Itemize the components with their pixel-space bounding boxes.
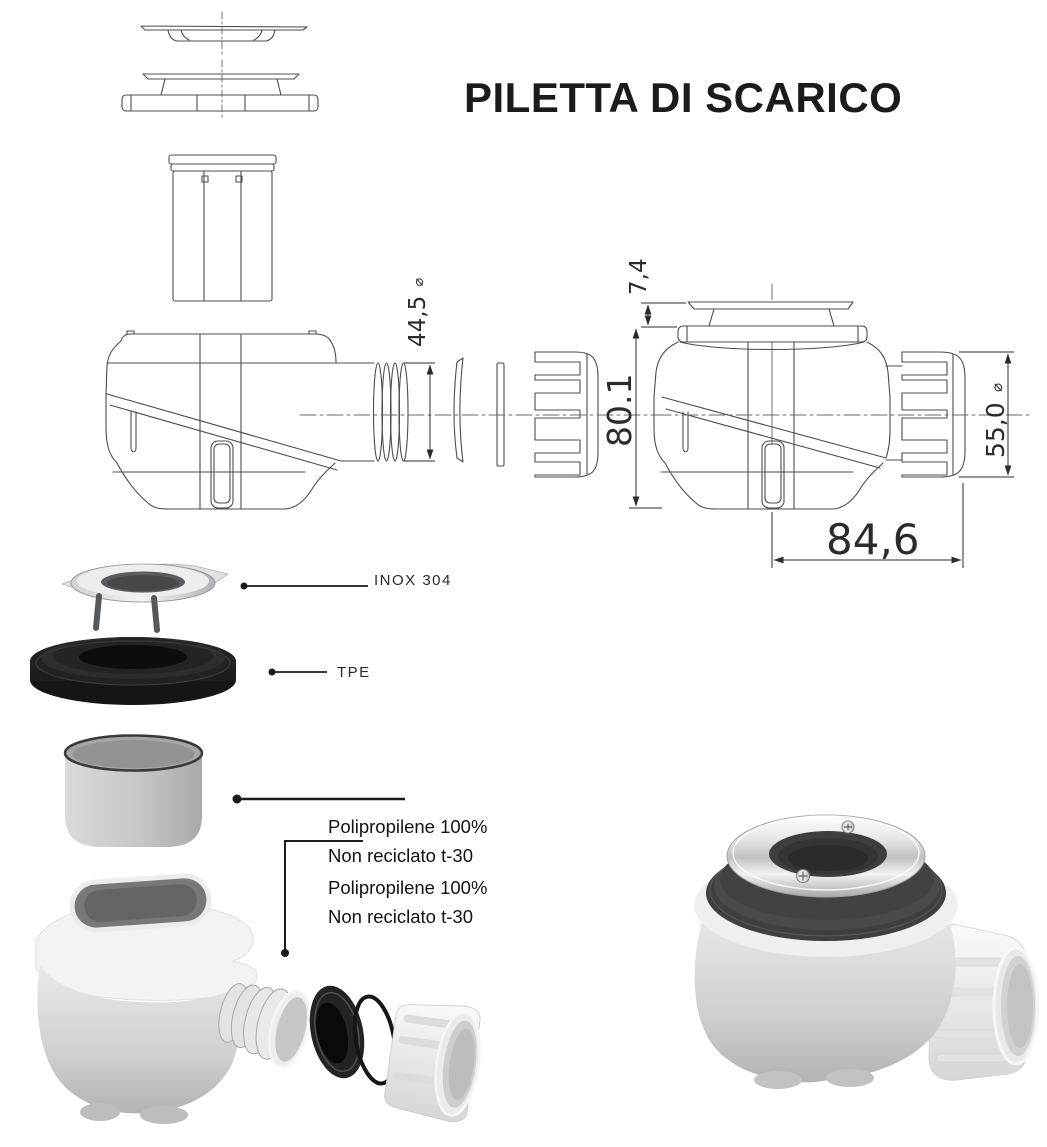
dim-nut-diameter: 55,0⌀ bbox=[981, 383, 1010, 458]
flange-pin bbox=[154, 598, 157, 630]
side-view-assembled-drawing bbox=[654, 284, 1030, 509]
washer-flat-drawing bbox=[497, 363, 504, 466]
assembled-chrome-ring-render bbox=[727, 815, 925, 897]
material-label-tpe: TPE bbox=[337, 664, 371, 681]
tpe-gasket-render bbox=[30, 637, 236, 705]
pp-cup-render bbox=[65, 736, 202, 848]
material-label-pp-cup bbox=[328, 812, 487, 870]
flange-pin bbox=[96, 596, 99, 628]
nut-exploded-render bbox=[382, 997, 486, 1125]
trap-body-render bbox=[36, 874, 316, 1124]
dim-thread-diameter: 44,5⌀ bbox=[405, 278, 431, 347]
assembled-product-render bbox=[694, 815, 1038, 1089]
nut-profile-drawing bbox=[535, 352, 598, 477]
material-label-inox: INOX 304 bbox=[374, 572, 452, 589]
dimension-annotations bbox=[404, 258, 1014, 568]
dim-body-height: 80.1 bbox=[600, 373, 639, 447]
rubber-ring-render bbox=[302, 981, 372, 1084]
pp-body-line1: Polipropilene 100% bbox=[328, 877, 488, 898]
thread-coils-drawing bbox=[374, 363, 409, 461]
flange-plate-drawing bbox=[122, 60, 318, 117]
side-view-exploded-drawing bbox=[106, 331, 660, 509]
screw-icon bbox=[797, 870, 810, 883]
inox-flange-render bbox=[62, 564, 228, 630]
pp-cup-line1: Polipropilene 100% bbox=[328, 816, 488, 837]
dim-flange-height: 7,4 bbox=[626, 258, 652, 295]
material-label-pp-body bbox=[328, 873, 487, 931]
pp-cup-line2: Non reciclato t-30 bbox=[328, 845, 473, 866]
exploded-top-view-drawing bbox=[122, 12, 318, 301]
dim-base-width: 84,6 bbox=[826, 515, 920, 564]
cup-insert-drawing bbox=[169, 155, 276, 301]
pp-body-line2: Non reciclato t-30 bbox=[328, 906, 473, 927]
page-title: PILETTA DI SCARICO bbox=[464, 74, 903, 121]
screw-icon bbox=[842, 821, 854, 833]
cover-cap-drawing bbox=[141, 12, 307, 54]
washer-curved-drawing bbox=[454, 358, 463, 462]
nut-profile-drawing bbox=[902, 352, 965, 477]
